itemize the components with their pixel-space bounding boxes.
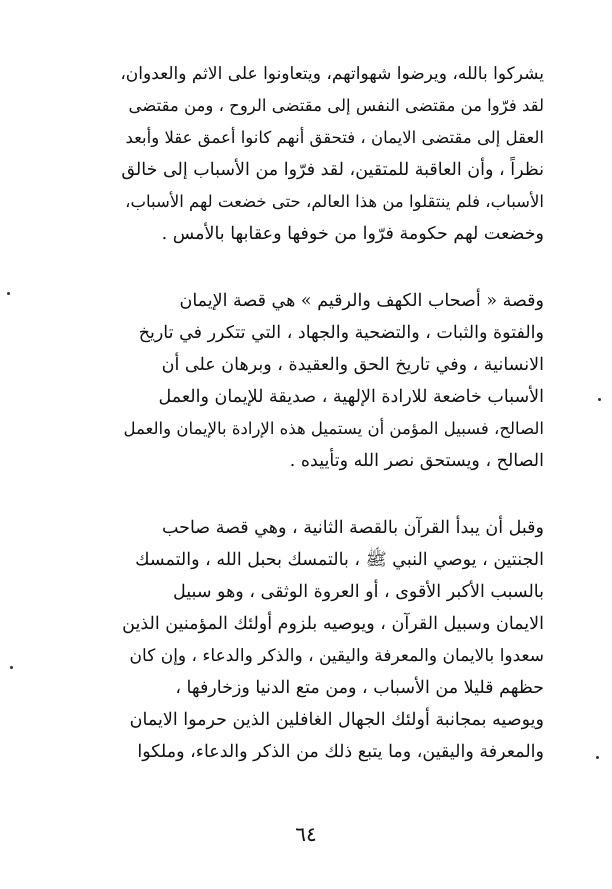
text-line: وخضعت لهم حكومة فرّوا من خوفها وعقابها بالأمس . — [161, 224, 544, 244]
scan-speck — [596, 756, 599, 759]
paragraph-3 — [118, 512, 544, 768]
text-line: الأسباب، فلم ينتقلوا من هذا العالم، حتى خضعت لهم الأسباب، — [125, 192, 544, 211]
text-line: والفتوة والثبات ، والتضحية والجهاد ، التي تتكرر في تاريخ — [138, 323, 544, 343]
text-line: الجنتين ، يوصي النبي ﷺ ، بالتمسك بحبل الله ، والتمسك — [135, 550, 544, 570]
text-line: حظهم قليلا من الأسباب ، ومن متع الدنيا وزخارفها ، — [175, 678, 544, 698]
text-line: ويوصيه بمجانبة أولئك الجهال الغافلين الذين حرموا الايمان — [129, 710, 544, 730]
text-line: الايمان وسبيل القرآن ، ويوصيه بلزوم أولئك المؤمنين الذين — [122, 614, 544, 634]
text-line: الصالح ، ويستحق نصر الله وتأييده . — [289, 451, 544, 471]
text-line: والمعرفة واليقين، وما يتبع ذلك من الذكر والدعاء، وملكوا — [137, 742, 544, 762]
page-number: ٦٤ — [295, 822, 317, 846]
text-line: الصالح، فسبيل المؤمن أن يستميل هذه الإرادة بالإيمان والعمل — [123, 419, 544, 438]
text-line: وقبل أن يبدأ القرآن بالقصة الثانية ، وهي قصة صاحب — [161, 518, 544, 538]
text-line: العقل إلى مقتضى الايمان ، فتحقق أنهم كانوا أعمق عقلا وأبعد — [125, 128, 544, 147]
paragraph-1 — [118, 58, 544, 250]
text-line: يشركوا بالله، ويرضوا شهواتهم، ويتعاونوا على الاثم والعدوان، — [120, 64, 544, 84]
text-line: الأسباب خاضعة للارادة الإلهية ، صديقة للإيمان والعمل — [158, 387, 544, 407]
text-line: وقصة « أصحاب الكهف والرقيم » هي قصة الإيمان — [179, 291, 544, 311]
text-line: سعدوا بالايمان والمعرفة واليقين ، والذكر والدعاء ، وإن كان — [129, 646, 544, 666]
text-line: لقد فرّوا من مقتضى النفس إلى مقتضى الروح ، ومن مقتضى — [128, 96, 544, 115]
scan-speck — [7, 292, 10, 295]
text-line: بالسبب الأكبر الأقوى ، أو العروة الوثقى ، وهو سبيل — [173, 582, 544, 602]
scan-speck — [10, 666, 13, 669]
text-line: نظراً ، وأن العاقبة للمتقين، لقد فرّوا من الأسباب إلى خالق — [121, 160, 544, 180]
scan-speck — [598, 398, 601, 401]
paragraph-2 — [118, 285, 544, 477]
text-line: الانسانية ، وفي تاريخ الحق والعقيدة ، وبرهان على أن — [161, 355, 544, 375]
